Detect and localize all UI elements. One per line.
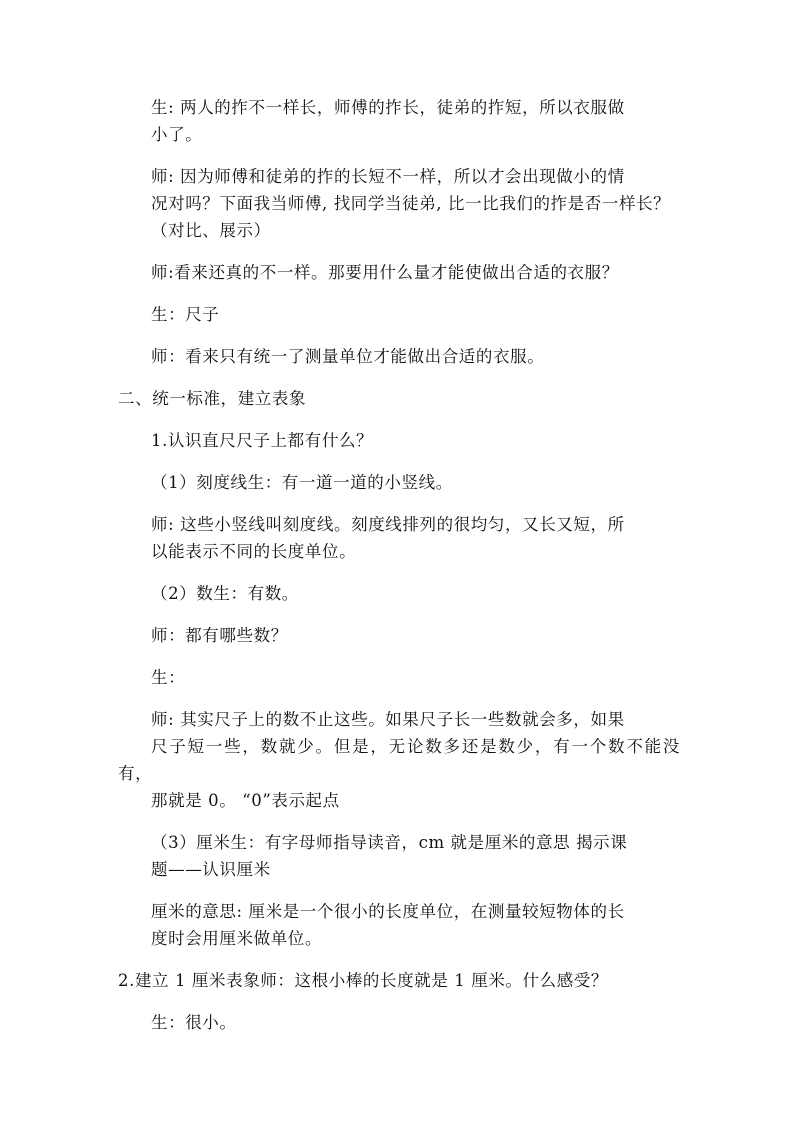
paragraph-teacher-explanation-1 <box>118 511 680 565</box>
text-line: 师:看来还真的不一样。那要用什么量才能使做出合适的衣服？ <box>151 263 619 282</box>
paragraph-teacher-question-2 <box>118 259 680 286</box>
paragraph-student-answer-2 <box>118 301 680 328</box>
text-line: 那就是 0。 “0”表示起点 <box>151 791 340 810</box>
text-line: 生：尺子 <box>151 305 220 324</box>
document-page <box>118 94 680 1051</box>
text-line: （1）刻度线生：有一道一道的小竖线。 <box>151 473 453 492</box>
paragraph-student-answer-3 <box>118 664 680 691</box>
text-line: 2.建立 1 厘米表象师：这根小棒的长度就是 1 厘米。什么感受？ <box>118 971 609 990</box>
text-line: 师: 这些小竖线叫刻度线。刻度线排列的很均匀，又长又短，所 <box>151 515 625 534</box>
paragraph-student-answer-4 <box>118 1009 680 1036</box>
paragraph-teacher-explanation-2 <box>118 706 680 814</box>
text-line: 厘米的意思: 厘米是一个很小的长度单位，在测量较短物体的长 <box>151 902 625 921</box>
text-line: 尺子短一些，数就少。但是，无论数多还是数少，有一个数不能没有， <box>118 737 680 783</box>
paragraph-scale-lines <box>118 469 680 496</box>
text-line: 师：都有哪些数？ <box>151 626 288 645</box>
text-line: 小了。 <box>151 125 203 144</box>
text-line: 况对吗？下面我当师傅, 找同学当徒弟, 比一比我们的拃是否一样长？ <box>151 194 671 213</box>
paragraph-teacher-question-1 <box>118 163 680 244</box>
text-line: 师：看来只有统一了测量单位才能做出合适的衣服。 <box>151 347 545 366</box>
text-line: （2）数生：有数。 <box>151 584 299 603</box>
text-line: 生：很小。 <box>151 1013 237 1032</box>
text-line: 生： <box>151 668 186 687</box>
text-line: 以能表示不同的长度单位。 <box>151 542 357 561</box>
paragraph-centimeter-meaning <box>118 898 680 952</box>
paragraph-numbers <box>118 580 680 607</box>
text-line: 师: 因为师傅和徒弟的拃的长短不一样，所以才会出现做小的情 <box>151 167 625 186</box>
section-heading-2 <box>118 385 680 412</box>
subheading-2 <box>118 967 680 994</box>
text-line: 生: 两人的拃不一样长，师傅的拃长，徒弟的拃短，所以衣服做 <box>151 98 625 117</box>
text-line: 1.认识直尺尺子上都有什么？ <box>151 431 374 450</box>
paragraph-student-answer-1 <box>118 94 680 148</box>
text-line: 师: 其实尺子上的数不止这些。如果尺子长一些数就会多，如果 <box>151 710 625 729</box>
text-line: 题——认识厘米 <box>151 860 271 879</box>
text-line: 度时会用厘米做单位。 <box>151 929 322 948</box>
paragraph-teacher-question-3 <box>118 622 680 649</box>
text-line: （3）厘米生：有字母师指导读音，cm 就是厘米的意思 揭示课 <box>151 833 628 852</box>
paragraph-teacher-summary-1 <box>118 343 680 370</box>
paragraph-centimeter <box>118 829 680 883</box>
text-line: （对比、展示） <box>151 221 271 240</box>
text-line: 二、统一标准，建立表象 <box>118 389 307 408</box>
subheading-1 <box>118 427 680 454</box>
